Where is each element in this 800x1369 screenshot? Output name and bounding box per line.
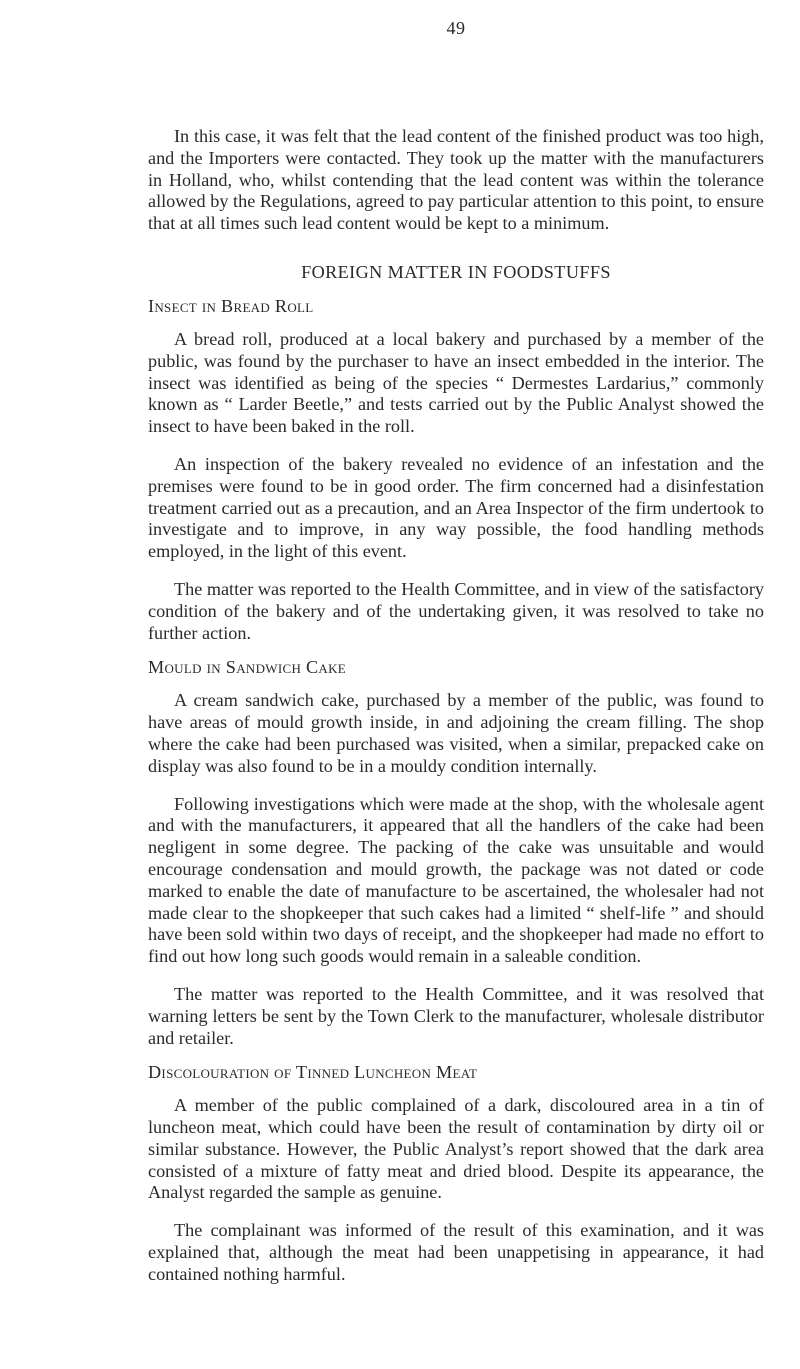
section-title: FOREIGN MATTER IN FOODSTUFFS <box>301 261 611 282</box>
paragraph: An inspection of the bakery revealed no evidence of an infestation and the premises were found to be in good order. The firm concerned had a disinfestation treatment carried out as a precaution, and an Area Inspector of the firm undertook to investigate and to improve, in any way possible, the food handling methods employed, in the light of this event. <box>148 453 764 562</box>
page-number: 49 <box>446 18 466 38</box>
paragraph: The matter was reported to the Health Committee, and it was resolved that warning letters be sent by the Town Clerk to the manufacturer, wholesale distributor and retailer. <box>148 983 764 1048</box>
body-text <box>148 126 764 1286</box>
paragraph: The complainant was informed of the result of this examination, and it was explained that, although the meat had been unappetising in appearance, it had contained nothing harmful. <box>148 1220 764 1284</box>
paragraph: A member of the public complained of a dark, discoloured area in a tin of luncheon meat, which could have been the result of contamination by dirty oil or similar substance. However, the Public Analyst’s report showed that the dark area consisted of a mixture of fatty meat and dried blood. Despite its appearance, the Analyst regarded the sample as genuine. <box>148 1095 764 1203</box>
paragraph: A bread roll, produced at a local bakery and purchased by a member of the public, was found by the purchaser to have an insect embedded in the interior. The insect was identified as being of the species “ Dermestes Lardarius,” commonly known as “ Larder Beetle,” and tests carried out by the Public Analyst showed the insect to have been baked in the roll. <box>148 328 764 437</box>
subhead-mould-in-sandwich-cake: Mould in Sandwich Cake <box>148 657 347 678</box>
paragraph: Following investigations which were made at the shop, with the wholesale agent and with the manufacturers, it appeared that all the handlers of the cake had been negligent in some degree. The packing of the cake was unsuitable and would encourage condensation and mould growth, the package was not dated or code marked to enable the date of manufacture to be ascertained, the wholesaler had not made clear to the shopkeeper that such cakes had a limited “ shelf-life ” and should have been sold within two days of receipt, and the shopkeeper had made no effort to find out how long such goods would remain in a saleable condition. <box>148 793 764 967</box>
subhead-insect-in-bread-roll: Insect in Bread Roll <box>148 295 314 316</box>
intro-paragraph: In this case, it was felt that the lead content of the finished product was too high, and the Importers were contacted. They took up the matter with the manufacturers in Holland, who, whilst contending that the lead content was within the tolerance allowed by the Regulations, agreed to pay particular attention to this point, to ensure that at all times such lead content would be kept to a minimum. <box>148 126 764 234</box>
subhead-discolouration-of-tinned-luncheon-meat: Discolouration of Tinned Luncheon Meat <box>148 1062 478 1083</box>
paragraph: A cream sandwich cake, purchased by a member of the public, was found to have areas of mould growth inside, in and adjoining the cream filling. The shop where the cake had been purchased was visited, when a similar, prepacked cake on display was also found to be in a mouldy condition internally. <box>148 690 764 776</box>
paragraph: The matter was reported to the Health Committee, and in view of the satisfactory condition of the bakery and of the undertaking given, it was resolved to take no further action. <box>148 578 764 643</box>
